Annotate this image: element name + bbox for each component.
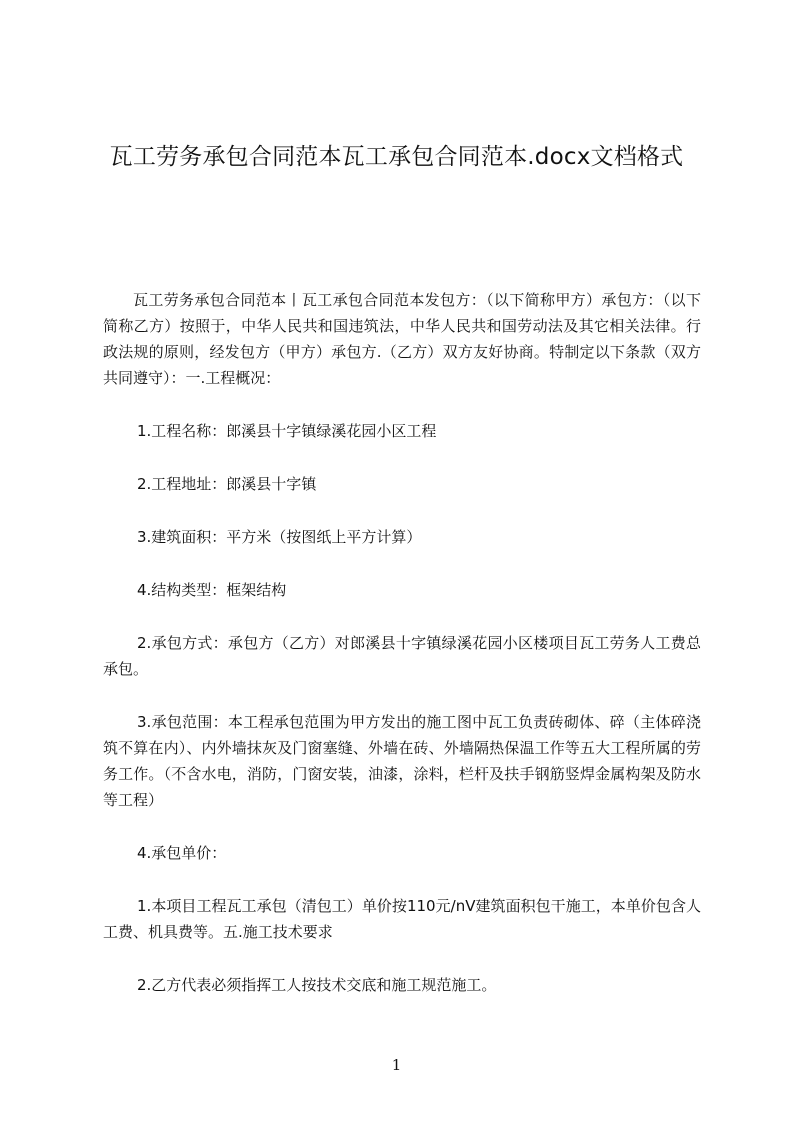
contract-scope-paragraph: 3.承包范围：本工程承包范围为甲方发出的施工图中瓦工负责砖砌体、碎（主体碎浇筑不算在内）、内外墙抹灰及门窗塞缝、外墙在砖、外墙隔热保温工作等五大工程所属的劳务工作。（不含水电，消防，门窗安装，油漆，涂料，栏杆及扶手钢筋竖焊金属构架及防水等工程） xyxy=(103,713,701,809)
document-title: 瓦工劳务承包合同范本瓦工承包合同范本.docx文档格式 xyxy=(109,144,684,170)
building-area-paragraph: 3.建筑面积：平方米（按图纸上平方计算） xyxy=(137,528,422,546)
unit-price-heading: 4.承包单价： xyxy=(137,844,227,862)
contract-method-paragraph: 2.承包方式：承包方（乙方）对郎溪县十字镇绿溪花园小区楼项目瓦工劳务人工费总承包。 xyxy=(103,634,701,678)
unit-price-paragraph: 1.本项目工程瓦工承包（清包工）单价按110元/nV建筑面积包干施工，本单价包含人工费、机具费等。五.施工技术要求 xyxy=(103,897,701,941)
intro-paragraph: 瓦工劳务承包合同范本丨瓦工承包合同范本发包方：（以下简称甲方）承包方：（以下简称乙方）按照于，中华人民共和国违筑法，中华人民共和国劳动法及其它相关法律。行政法规的原则，经发包方（甲方）承包方.（乙方）双方友好协商。特制定以下条款（双方共同遵守）：一.工程概况： xyxy=(103,291,701,387)
document-body xyxy=(103,287,701,998)
structure-type-paragraph: 4.结构类型：框架结构 xyxy=(137,581,287,599)
construction-requirement-paragraph: 2.乙方代表必须指挥工人按技术交底和施工规范施工。 xyxy=(137,976,497,994)
project-name-paragraph: 1.工程名称：郎溪县十字镇绿溪花园小区工程 xyxy=(137,422,437,440)
page-number: 1 xyxy=(391,1056,402,1074)
project-address-paragraph: 2.工程地址：郎溪县十字镇 xyxy=(137,475,317,493)
